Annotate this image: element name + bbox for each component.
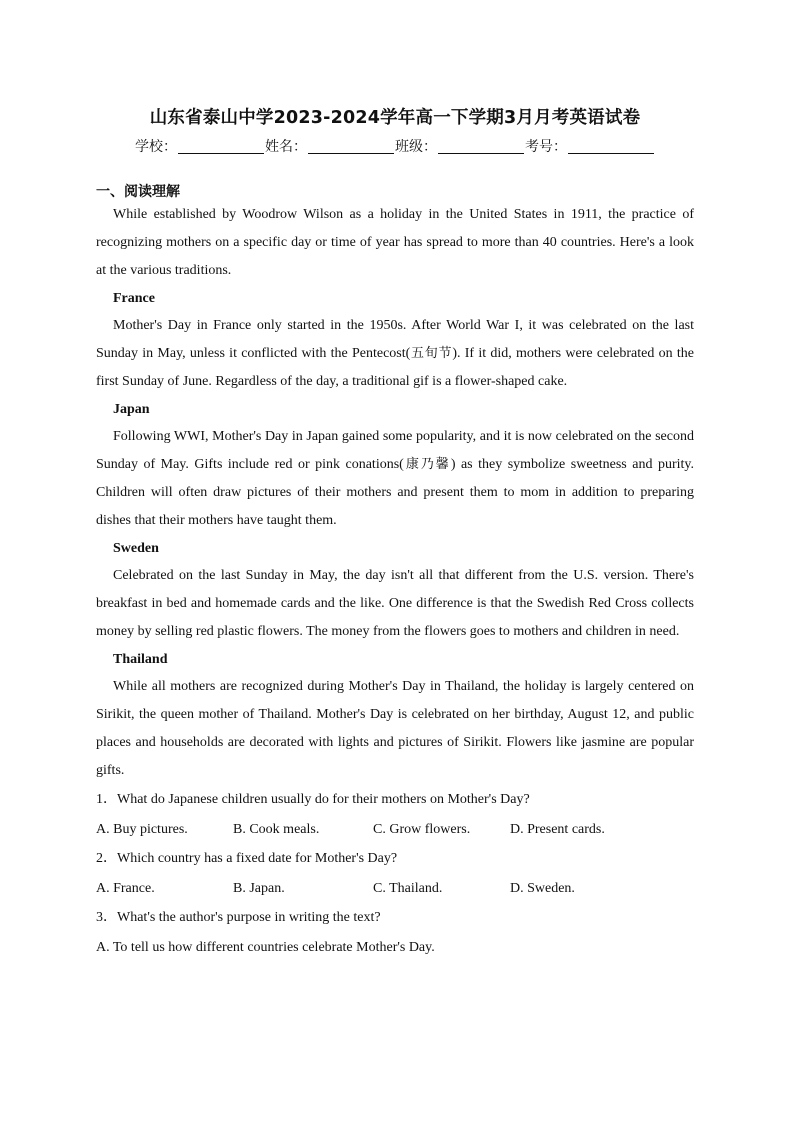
class-blank	[438, 139, 524, 154]
japan-paragraph	[96, 423, 694, 535]
option-d: D. Sweden.	[510, 880, 575, 896]
student-info-line	[96, 136, 694, 156]
question-3: 3．What's the author's purpose in writing the text?	[96, 910, 381, 925]
thailand-paragraph: While all mothers are recognized during Mother's Day in Thailand, the holiday is largely centered on Sirikit, the queen mother of Thailand. Mother's Day is celebrated on her birthday, August 12, and public places and households are decorated with lights and pictures of Sirikit. Flowers like jasmine are popular gifts.	[96, 679, 694, 778]
france-gloss: 五旬节	[410, 346, 453, 361]
japan-gloss: 康乃馨	[403, 457, 451, 472]
question-2: 2．Which country has a fixed date for Mother's Day?	[96, 851, 398, 866]
question-2-options	[96, 874, 694, 904]
name-label: 姓名：	[265, 139, 307, 155]
option-c: C. Thailand.	[373, 880, 443, 896]
exam-number-label: 考号：	[525, 139, 567, 155]
japan-heading: Japan	[113, 402, 150, 417]
sweden-heading: Sweden	[113, 541, 159, 556]
sweden-paragraph: Celebrated on the last Sunday in May, the day isn't all that different from the U.S. version. There's breakfast in bed and homemade cards and the like. One difference is that the Swedish Red Cross collects money by selling red plastic flowers. The money from the flowers goes to mothers and children in need.	[96, 568, 694, 639]
exam-number-blank	[568, 139, 654, 154]
section-heading: 一、阅读理解	[96, 184, 180, 200]
france-text-b: ). If it did, mothers were celebrated on the first Sunday of June. Regardless of the day, a traditional gif is a flower-shaped cake.	[96, 346, 694, 389]
france-text-a: Mother's Day in France only started in the 1950s. After World War I, it was celebrated on the last Sunday in May, unless it conflicted with the Pentecost(	[96, 318, 694, 361]
school-blank	[178, 139, 264, 154]
question-1-options	[96, 815, 694, 845]
option-b: B. Cook meals.	[233, 821, 320, 837]
france-paragraph	[96, 312, 694, 396]
option-a: A. To tell us how different countries celebrate Mother's Day.	[96, 939, 435, 955]
question-3-options	[96, 933, 694, 963]
option-c: C. Grow flowers.	[373, 821, 471, 837]
option-d: D. Present cards.	[510, 821, 605, 837]
japan-text-a: Following WWI, Mother's Day in Japan gained some popularity, and it is now celebrated on the second Sunday of May. Gifts include red or pink conations(	[96, 429, 694, 472]
option-b: B. Japan.	[233, 880, 285, 896]
thailand-heading: Thailand	[113, 652, 168, 667]
name-blank	[308, 139, 394, 154]
question-1: 1．What do Japanese children usually do for their mothers on Mother's Day?	[96, 792, 530, 807]
option-a: A. France.	[96, 880, 155, 896]
school-label: 学校：	[135, 139, 177, 155]
passage-intro: While established by Woodrow Wilson as a holiday in the United States in 1911, the practice of recognizing mothers on a specific day or time of year has spread to more than 40 countries. Here's a look at the various traditions.	[96, 207, 694, 278]
france-heading: France	[113, 291, 155, 306]
option-a: A. Buy pictures.	[96, 821, 188, 837]
japan-text-b: ) as they symbolize sweetness and purity. Children will often draw pictures of their mothers and present them to mom in addition to preparing dishes that their mothers have taught them.	[96, 457, 694, 528]
class-label: 班级：	[395, 139, 437, 155]
reading-passage	[96, 201, 694, 962]
page-title: 山东省泰山中学2023-2024学年高一下学期3月月考英语试卷	[149, 108, 641, 128]
